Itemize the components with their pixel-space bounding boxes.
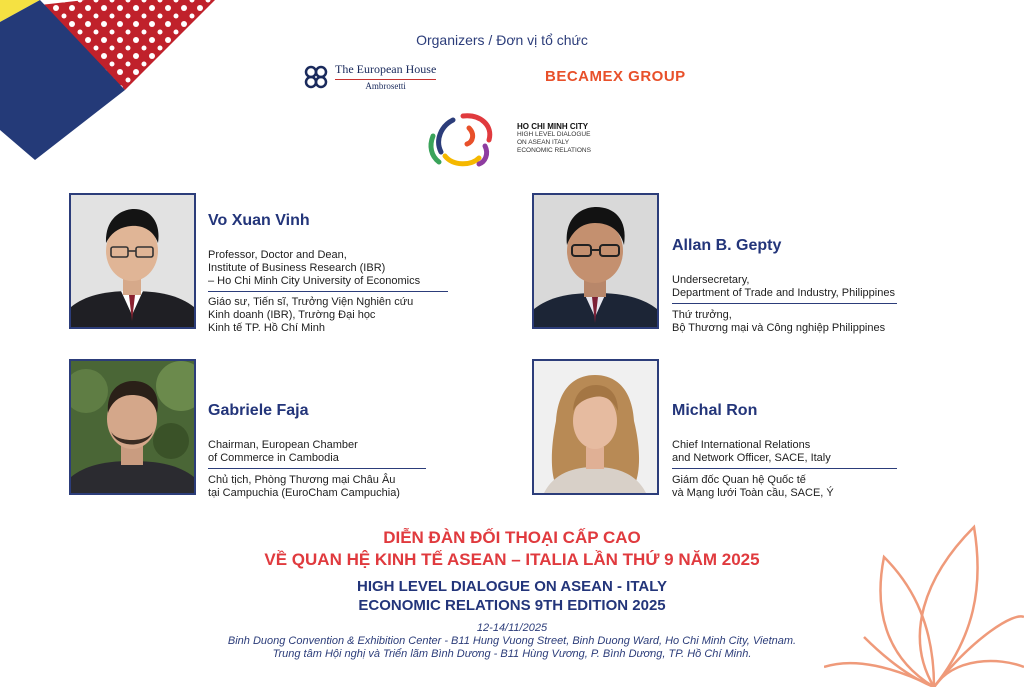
teha-mark-icon — [302, 65, 330, 89]
event-title-en-line2: ECONOMIC RELATIONS 9TH EDITION 2025 — [358, 597, 666, 614]
divider — [672, 468, 897, 469]
speaker-name-michal-ron: Michal Ron — [672, 402, 758, 419]
forum-line1: HIGH LEVEL DIALOGUE — [517, 131, 591, 138]
divider — [208, 291, 448, 292]
speaker-role-vi-allan-b-gepty: Thứ trưởng, Bộ Thương mại và Công nghiệp Philippines — [672, 309, 886, 334]
divider — [672, 303, 897, 304]
teha-name: The European House — [335, 62, 436, 80]
teha-sub: Ambrosetti — [365, 81, 406, 91]
speaker-role-vi-gabriele-faja: Chủ tịch, Phòng Thương mại Châu Âu tại Campuchia (EuroCham Campuchia) — [208, 474, 400, 499]
speaker-photo-michal-ron — [532, 359, 659, 495]
speaker-role-en-gabriele-faja: Chairman, European Chamber of Commerce in Cambodia — [208, 439, 358, 464]
speaker-role-en-michal-ron: Chief International Relations and Network Officer, SACE, Italy — [672, 439, 831, 464]
event-date: 12-14/11/2025 — [476, 622, 548, 634]
speaker-role-vi-vo-xuan-vinh: Giáo sư, Tiến sĩ, Trưởng Viện Nghiên cứu Kinh doanh (IBR), Trường Đại học Kinh tế TP. Hồ Chí Minh — [208, 296, 414, 334]
event-venue-en: Binh Duong Convention & Exhibition Center - B11 Hung Vuong Street, Binh Duong Ward, Ho Chi Minh City, Vietnam. — [227, 635, 797, 647]
speaker-name-gabriele-faja: Gabriele Faja — [208, 402, 309, 419]
forum-logo — [423, 108, 591, 170]
speaker-role-en-vo-xuan-vinh: Professor, Doctor and Dean, Institute of Business Research (IBR) – Ho Chi Minh City University of Economics — [208, 249, 421, 287]
the-european-house-logo — [302, 62, 436, 91]
forum-city: HO CHI MINH CITY — [517, 122, 589, 131]
forum-line2: ON ASEAN ITALY — [517, 139, 570, 146]
forum-swirl-icon — [423, 108, 505, 170]
organizers-label: Organizers / Đơn vị tổ chức — [416, 32, 588, 48]
event-title-en-line1: HIGH LEVEL DIALOGUE ON ASEAN - ITALY — [356, 578, 668, 595]
corner-pattern-decoration — [0, 0, 215, 165]
event-venue-vi: Trung tâm Hội nghị và Triển lãm Bình Dương - B11 Hùng Vương, P. Bình Dương, TP. Hồ Chí Minh. — [272, 648, 752, 660]
speaker-role-vi-michal-ron: Giám đốc Quan hệ Quốc tế và Mạng lưới Toàn cầu, SACE, Ý — [672, 474, 834, 499]
speaker-role-en-allan-b-gepty: Undersecretary, Department of Trade and Industry, Philippines — [672, 274, 895, 299]
forum-line3: ECONOMIC RELATIONS — [517, 147, 591, 154]
speaker-photo-vo-xuan-vinh — [69, 193, 196, 329]
speaker-name-vo-xuan-vinh: Vo Xuan Vinh — [208, 212, 310, 229]
speaker-name-allan-b-gepty: Allan B. Gepty — [672, 237, 782, 254]
becamex-group-logo: BECAMEX GROUP — [545, 68, 686, 85]
divider — [208, 468, 426, 469]
event-title-vi-line1: DIỄN ĐÀN ĐỐI THOẠI CẤP CAO — [383, 528, 641, 547]
speaker-photo-allan-b-gepty — [532, 193, 659, 329]
speaker-photo-gabriele-faja — [69, 359, 196, 495]
event-title-vi-line2: VỀ QUAN HỆ KINH TẾ ASEAN – ITALIA LẦN THỨ 9 NĂM 2025 — [264, 550, 760, 569]
